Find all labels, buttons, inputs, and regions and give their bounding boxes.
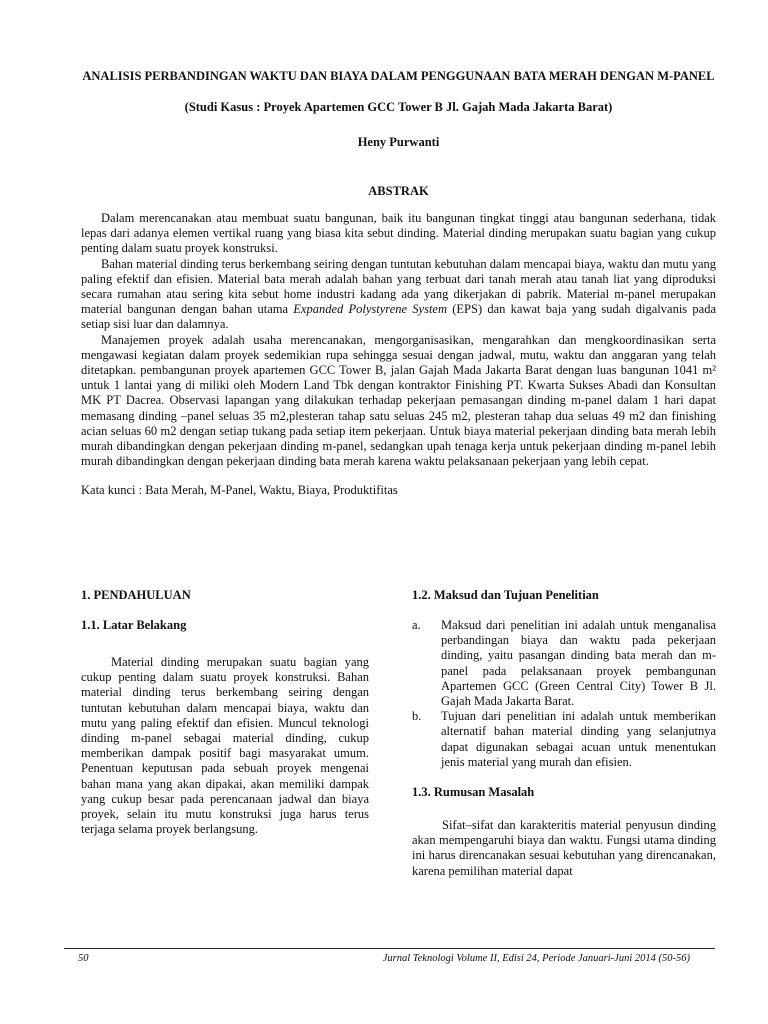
footer-rule xyxy=(64,948,715,949)
section-heading: 1. PENDAHULUAN xyxy=(81,588,191,602)
abstract-paragraph: Dalam merencanakan atau membuat suatu bangunan, baik itu bangunan tingkat tinggi atau bangunan sederhana, tidak lepas dari adanya elemen vertikal ruang yang biasa kita sebut dinding. Material dinding merupakan suatu bagian yang cukup penting dalam suatu proyek konstruksi. xyxy=(81,211,716,256)
subsection-heading: 1.1. Latar Belakang xyxy=(81,618,187,632)
subsection-heading: 1.2. Maksud dan Tujuan Penelitian xyxy=(412,588,599,602)
paper-author: Heny Purwanti xyxy=(357,135,440,149)
abstract-paragraph: Manajemen proyek adalah usaha merencanakan, mengorganisasikan, mengarahkan dan mengkoordinasikan serta mengawasi kegiatan dalam proyek sedemikian rupa sehingga sesuai dengan jadwal, mutu, waktu dan anggaran yang telah ditetapkan. pembangunan proyek apartemen GCC Tower B, jalan Gajah Mada Jakarta Barat dengan luas bangunan 1041 m² untuk 1 lantai yang di miliki oleh Modern Land Tbk dengan kontraktor Finishing PT. Kwarta Sukses Abadi dan Konsultan MK PT Dacrea. Observasi lapangan yang dilakukan terhadap pekerjaan pemasangan dinding m-panel dalam 1 hari dapat memasang dinding –panel seluas 35 m2,plesteran tahap satu seluas 245 m2, plesteran tahap dua seluas 49 m2 dan finishing acian seluas 60 m2 dengan setiap tukang pada setiap item pekerjaan. Untuk biaya material pekerjaan dinding bata merah lebih murah dibandingkan dengan pekerjaan dinding m-panel, sedangkan upah tenaga kerja untuk pekerjaan dinding m-panel lebih murah dibandingkan dengan pekerjaan dinding bata merah karena waktu pelaksanaan pekerjaan yang lebih cepat. xyxy=(81,332,716,469)
subsection-heading: 1.3. Rumusan Masalah xyxy=(412,785,535,800)
list-item-text: Maksud dari penelitian ini adalah untuk menganalisa perbandingan biaya dan waktu pada pekerjaan dinding, yaitu pasangan dinding bata merah dan m-panel pada pelaksanaan proyek pembangunan Apartemen GCC (Green Central City) Tower B Jl. Gajah Mada Jakarta Barat. xyxy=(441,618,716,709)
paper-subtitle: (Studi Kasus : Proyek Apartemen GCC Tower B Jl. Gajah Mada Jakarta Barat) xyxy=(184,100,613,114)
paper-title: ANALISIS PERBANDINGAN WAKTU DAN BIAYA DALAM PENGGUNAAN BATA MERAH DENGAN M-PANEL xyxy=(82,69,715,83)
page-number: 50 xyxy=(78,953,89,964)
list-item xyxy=(412,618,716,709)
right-column xyxy=(412,588,716,879)
body-paragraph: Sifat–sifat dan karakteritis material penyusun dinding akan mempengaruhi biaya dan waktu. Fungsi utama dinding ini harus direncanakan sesuai kebutuhan yang direncanakan, karena pemilihan material dapat xyxy=(412,818,716,878)
abstract-paragraph xyxy=(81,257,716,333)
abstract-heading: ABSTRAK xyxy=(368,184,429,198)
body-paragraph: Material dinding merupakan suatu bagian yang cukup penting dalam suatu proyek konstruksi. Bahan material dinding terus berkembang seiring dengan tuntutan kebutuhan dalam mencapai biaya, waktu dan mutu yang paling efektif dan efisien. Muncul teknologi dinding m-panel sebagai material dinding, cukup memberikan dampak positif bagi masyarakat umum. Penentuan keputusan pada sebuah proyek mengenai bahan mana yang akan dipakai, akan memiliki dampak yang cukup besar pada perencanaan jadwal dan biaya proyek, selain itu mutu konstruksi juga harus terus terjaga selama proyek berlangsung. xyxy=(81,655,369,837)
list-item xyxy=(412,709,716,770)
journal-citation: Jurnal Teknologi Volume II, Edisi 24, Periode Januari-Juni 2014 (50-56) xyxy=(382,953,690,964)
abstract-text: (EPS) dan kawat baja yang sudah digalvanis pada setiap sisi luar dan dalamnya. xyxy=(81,302,717,332)
objective-list xyxy=(412,618,716,770)
left-column xyxy=(81,588,369,837)
abstract-body xyxy=(81,211,716,469)
abstract-italic-term: Expanded Polystyrene System xyxy=(293,302,448,317)
body-columns xyxy=(81,588,716,928)
list-item-text: Tujuan dari penelitian ini adalah untuk memberikan alternatif bahan material dinding yang selanjutnya dapat digunakan sebagai acuan untuk menentukan jenis material yang murah dan efisien. xyxy=(441,709,716,769)
paper-header xyxy=(81,66,716,498)
list-marker: a. xyxy=(412,618,421,632)
abstract-text: Bahan material dinding terus berkembang seiring dengan tuntutan kebutuhan dalam mencapai biaya, waktu dan mutu yang paling efektif dan efisien. Material bata merah adalah bahan yang terbuat dari tanah merah atau tanah liat yang diproduksi secara rumahan atau sering kita sebut home industri kadang ada yang dikerjakan di pabrik. Material m-panel merupakan material bangunan dengan bahan utama xyxy=(81,256,716,317)
list-marker: b. xyxy=(412,709,422,724)
keywords: Kata kunci : Bata Merah, M-Panel, Waktu, Biaya, Produktifitas xyxy=(81,483,398,498)
